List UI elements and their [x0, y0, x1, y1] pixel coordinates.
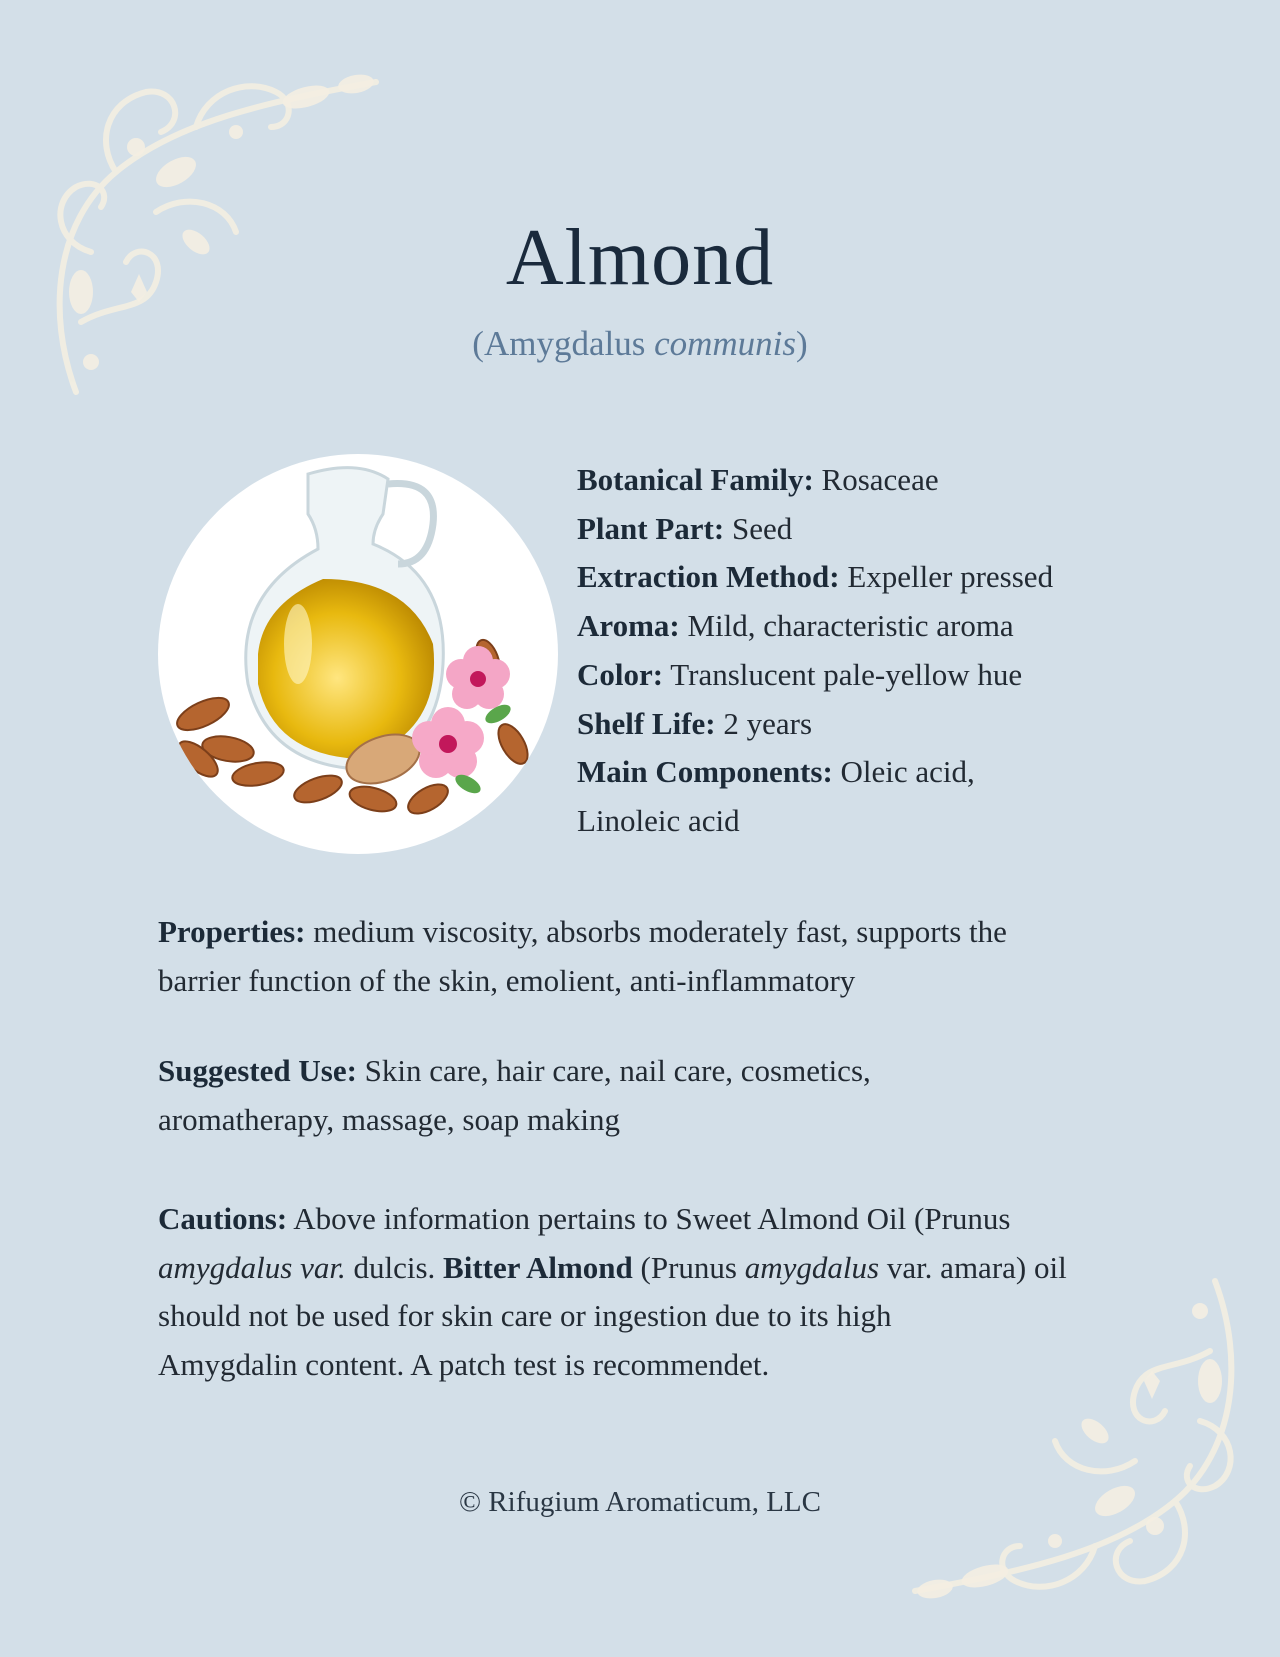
- oil-facts-list: [577, 456, 1137, 846]
- fact-label: Botanical Family:: [577, 462, 814, 497]
- fact-botanical-family: [577, 456, 1137, 505]
- fact-value: Mild, characteristic aroma: [679, 608, 1014, 644]
- page-title: Almond: [505, 214, 775, 302]
- botanical-name: [0, 326, 1280, 361]
- properties-text-line1: medium viscosity, absorbs moderately fast, supports the: [305, 914, 1007, 949]
- cautions-label: Cautions:: [158, 1201, 288, 1236]
- cautions-text: (Prunus: [632, 1249, 745, 1285]
- fact-aroma: [577, 602, 1137, 651]
- fact-main-components: [577, 748, 1137, 797]
- fact-extraction-method: [577, 553, 1137, 602]
- botanical-name-close: ): [796, 324, 808, 363]
- properties-label: Properties:: [158, 914, 306, 949]
- almond-oil-jug-with-almonds-and-blossoms-image: [158, 454, 558, 854]
- fact-value: Seed: [724, 510, 793, 546]
- properties-text-line2: barrier function of the skin, emolient, anti-inflammatory: [158, 962, 856, 998]
- fact-plant-part: [577, 505, 1137, 554]
- cautions-text: dulcis.: [345, 1249, 444, 1285]
- fact-label: Shelf Life:: [577, 705, 716, 741]
- suggested-use-text-line2: aromatherapy, massage, soap making: [158, 1101, 620, 1137]
- cautions-species-italic: amygdalus: [744, 1249, 880, 1285]
- cautions-species-italic: amygdalus var.: [158, 1249, 346, 1285]
- fact-value: Translucent pale-yellow hue: [663, 656, 1023, 692]
- copyright-footer: © Rifugium Aromaticum, LLC: [459, 1486, 821, 1518]
- cautions-text-line3: should not be used for skin care or ingestion due to its high: [158, 1298, 892, 1334]
- cautions-paragraph: [158, 1195, 1118, 1390]
- fact-value: 2 years: [715, 705, 813, 741]
- cautions-text: Above information pertains to Sweet Almond Oil (Prunus: [287, 1201, 1011, 1236]
- fact-label: Aroma:: [577, 608, 680, 644]
- suggested-use-paragraph: [158, 1047, 1118, 1144]
- suggested-use-text-line1: Skin care, hair care, nail care, cosmetics,: [356, 1053, 871, 1088]
- fact-label: Color:: [577, 656, 664, 692]
- cautions-text-line4: Amygdalin content. A patch test is recommendet.: [158, 1347, 770, 1383]
- fact-shelf-life: [577, 700, 1137, 749]
- cautions-text: var. amara) oil: [879, 1249, 1067, 1285]
- suggested-use-label: Suggested Use:: [158, 1053, 357, 1088]
- fact-value: Rosaceae: [813, 462, 939, 497]
- properties-paragraph: [158, 908, 1118, 1005]
- cautions-bitter-almond: Bitter Almond: [443, 1249, 633, 1285]
- fact-color: [577, 651, 1137, 700]
- fact-value: Expeller pressed: [839, 559, 1054, 595]
- fact-main-components-continued: Linoleic acid: [577, 802, 740, 838]
- fact-label: Extraction Method:: [577, 559, 840, 595]
- fact-value: Oleic acid,: [832, 754, 975, 790]
- botanical-name-open: (Amygdalus: [472, 324, 655, 363]
- fact-label: Main Components:: [577, 754, 833, 790]
- fact-label: Plant Part:: [577, 510, 725, 546]
- botanical-name-species: communis: [654, 324, 797, 363]
